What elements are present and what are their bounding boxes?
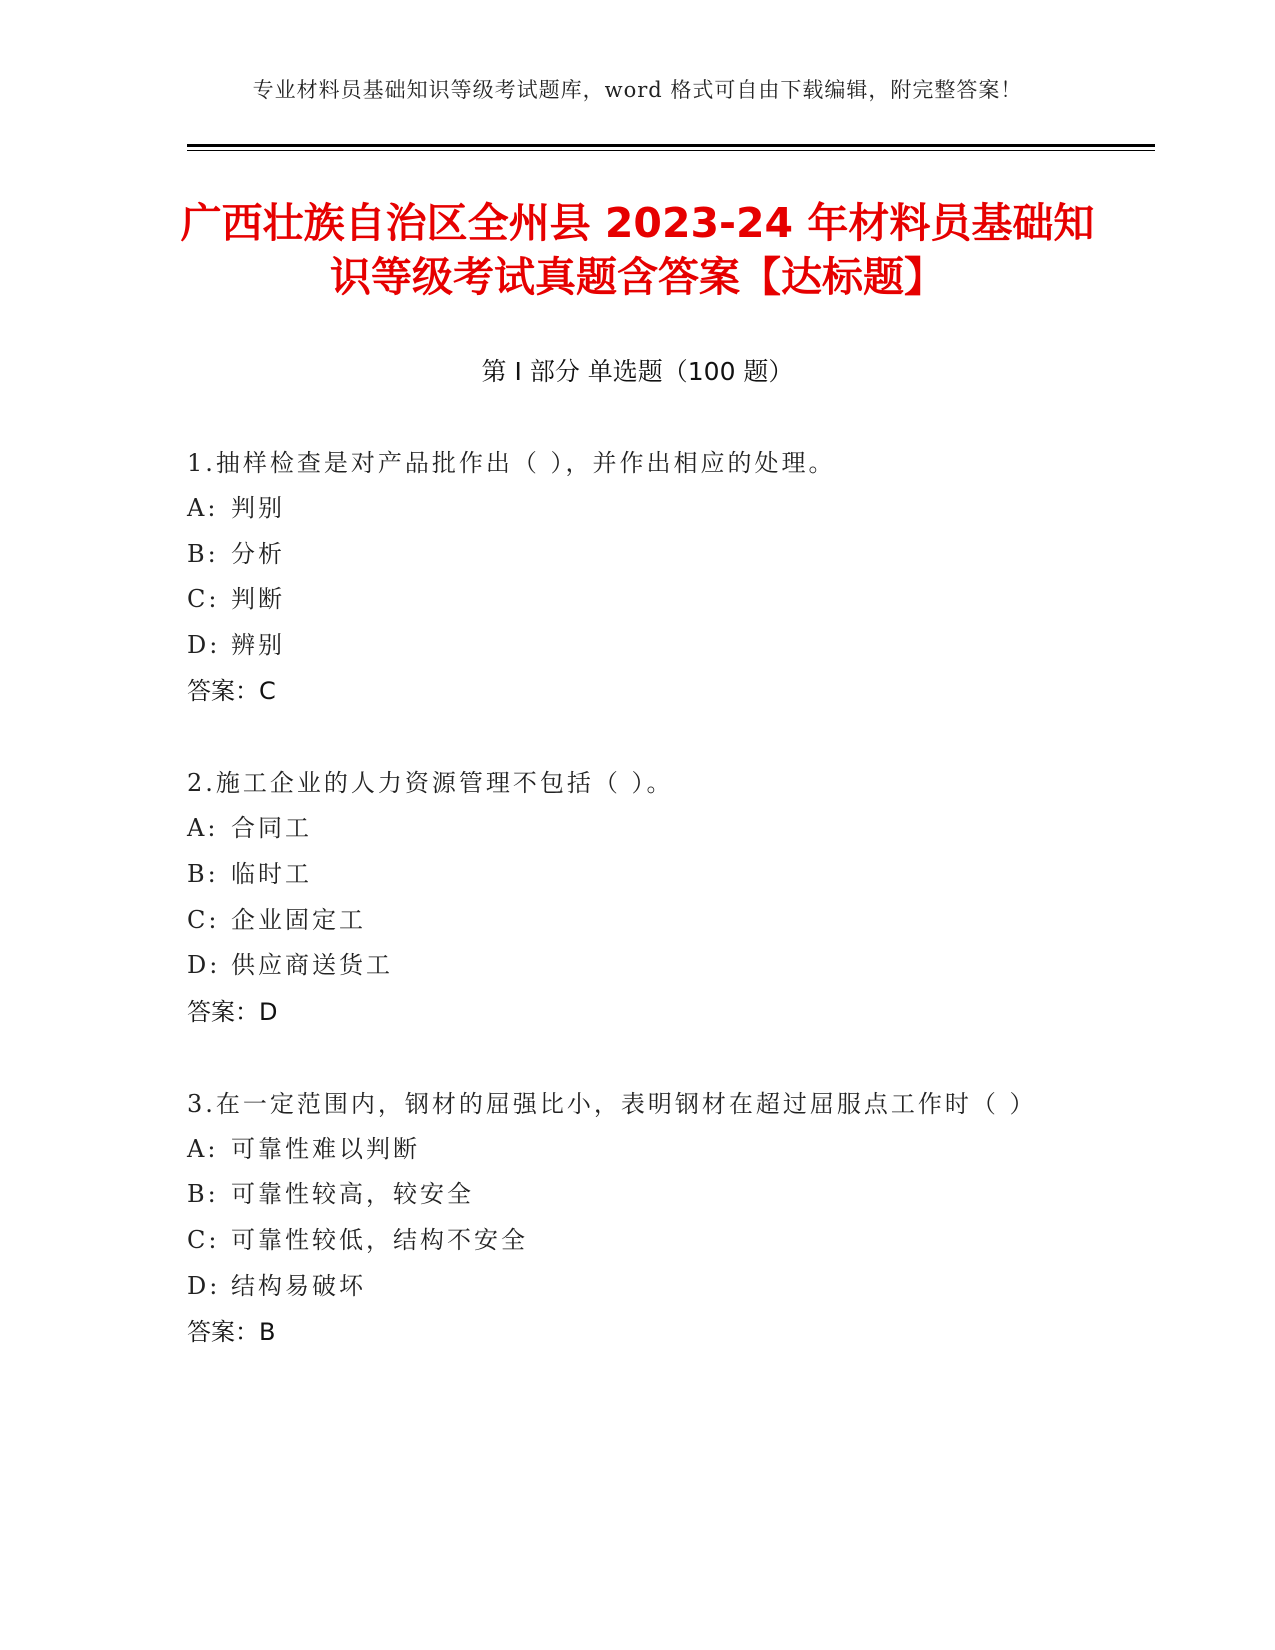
answer-label: 答案： [187,1318,259,1347]
option-letter: A: [187,1134,219,1163]
option-letter: C: [187,585,220,614]
option-text: 可靠性较高，较安全 [231,1180,474,1209]
option-text: 结构易破坏 [231,1271,366,1300]
option-letter: A: [187,814,219,843]
question-2 [187,760,1067,1034]
question-stem: 3.在一定范围内，钢材的屈强比小，表明钢材在超过屈服点工作时（ ） [187,1089,1037,1118]
option-text: 可靠性较低，结构不安全 [231,1225,528,1254]
option-text: 分析 [231,539,285,568]
option-letter: D: [187,951,221,980]
option-text: 供应商送货工 [231,951,393,980]
option-a [187,1127,1067,1173]
option-d [187,943,1067,989]
answer-value: C [259,677,276,706]
option-letter: D: [187,630,221,659]
question-3 [187,1081,1067,1355]
option-letter: B: [187,859,219,888]
answer-label: 答案： [187,997,259,1026]
option-a [187,486,1067,532]
answer-line [187,1309,1067,1355]
option-letter: C: [187,905,220,934]
option-letter: D: [187,1271,221,1300]
section-heading: 第 I 部分 单选题（100 题） [481,357,794,386]
option-letter: C: [187,1225,220,1254]
option-a [187,806,1067,852]
header-rule-thin [187,150,1155,151]
option-c [187,577,1067,623]
header-rule-thick [187,144,1155,147]
option-c [187,898,1067,944]
option-c [187,1218,1067,1264]
option-letter: A: [187,494,219,522]
question-list [187,440,1067,1401]
option-letter: B: [187,1180,219,1209]
header-note: 专业材料员基础知识等级考试题库，word 格式可自由下载编辑，附完整答案！ [252,78,1023,102]
answer-line [187,989,1067,1035]
option-text: 辨别 [231,630,285,659]
answer-value: B [259,1318,276,1347]
option-text: 企业固定工 [231,905,366,934]
question-stem: 1.抽样检查是对产品批作出（ ），并作出相应的处理。 [187,449,836,477]
option-text: 合同工 [231,814,312,843]
option-b [187,532,1067,578]
document-title: 广西壮族自治区全州县 2023-24 年材料员基础知识等级考试真题含答案【达标题】 [180,199,1095,301]
option-d [187,623,1067,669]
option-b [187,852,1067,898]
option-text: 可靠性难以判断 [231,1134,420,1163]
question-1 [187,440,1067,714]
option-text: 判断 [231,585,285,614]
option-text: 判别 [231,494,285,522]
question-stem: 2.施工企业的人力资源管理不包括（ ）。 [187,769,674,798]
option-d [187,1264,1067,1310]
answer-value: D [259,997,278,1026]
option-b [187,1172,1067,1218]
answer-label: 答案： [187,677,259,706]
option-text: 临时工 [231,859,312,888]
option-letter: B: [187,539,219,568]
answer-line [187,668,1067,714]
